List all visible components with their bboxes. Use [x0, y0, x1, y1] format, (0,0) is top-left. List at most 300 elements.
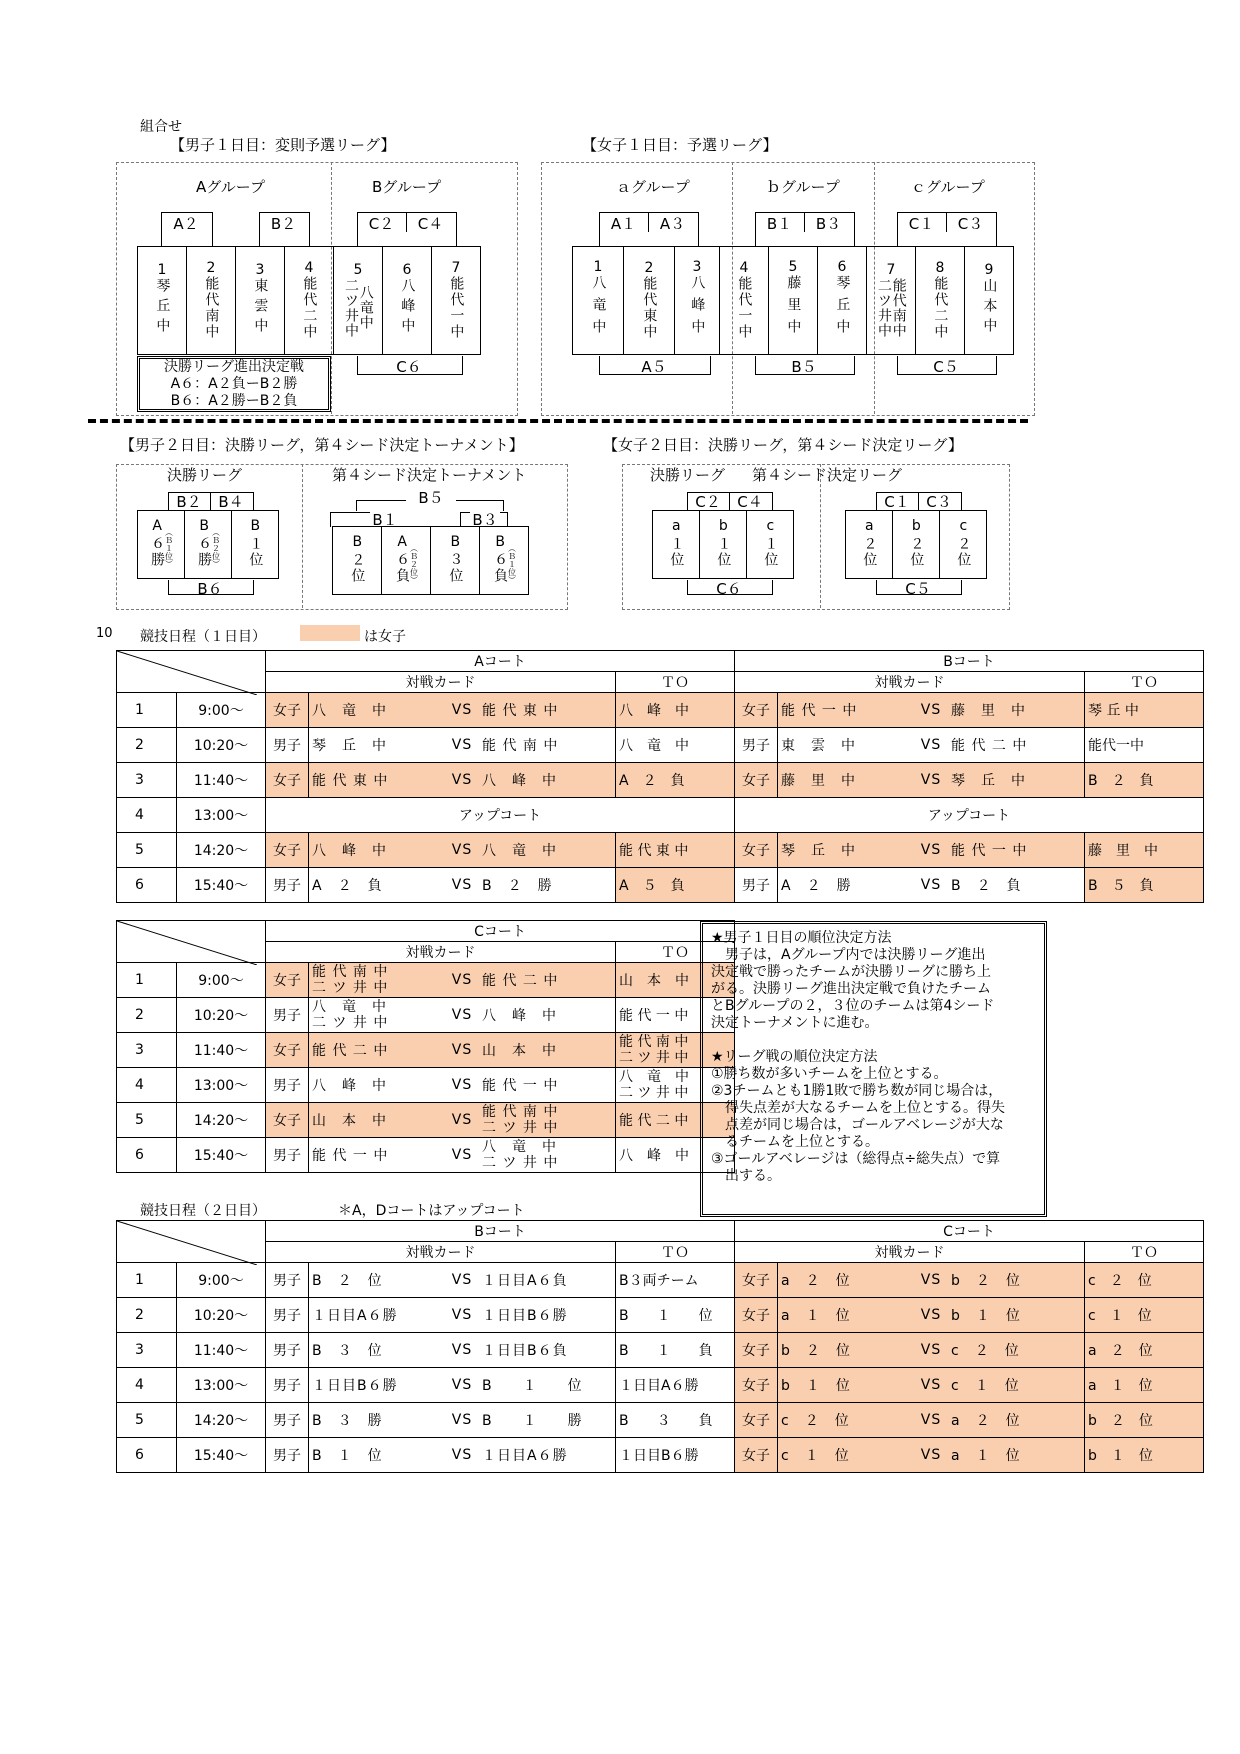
- deciding-title: 決勝リーグ進出決定戦: [164, 359, 304, 375]
- to-team: c ２ 位: [1085, 1263, 1204, 1298]
- match-card: [778, 1368, 1085, 1403]
- team-name: 八峰中: [399, 277, 416, 338]
- corner-cell: [117, 921, 266, 963]
- team-2: 能 代 二 中: [482, 973, 559, 989]
- sex-label: 男子: [266, 868, 309, 903]
- note-line: とBグループの２，３位のチームは第4シード: [711, 998, 995, 1014]
- vs-label: VS: [451, 1377, 473, 1393]
- to-team: 能 代 二 中: [616, 1103, 735, 1138]
- boys-bracket-b2-label: B２: [270, 215, 297, 233]
- note-line: ★リーグ戦の順位決定方法: [711, 1049, 878, 1065]
- team-1: 藤 里 中: [781, 773, 856, 789]
- cell-text: B２位: [349, 533, 366, 584]
- note-line: [711, 1032, 1036, 1049]
- match-card: [309, 763, 616, 798]
- vs-label: VS: [451, 1342, 473, 1358]
- table-row: [117, 963, 735, 998]
- team-1b: 二 ツ 井 中: [312, 1015, 389, 1031]
- table-row: [117, 763, 1204, 798]
- team-1: 八 竜 中: [312, 999, 387, 1015]
- time-slot: 13:00～: [177, 1068, 266, 1103]
- time-slot: 14:20～: [177, 1403, 266, 1438]
- team-num: 2: [644, 260, 654, 277]
- to-team: 能 代 一 中: [616, 998, 735, 1033]
- girls-final-cell-3: [747, 511, 794, 579]
- team-2: c ２ 位: [951, 1343, 1020, 1359]
- table-row: [117, 1103, 735, 1138]
- b-to-header: ＴＯ: [1085, 672, 1204, 693]
- girls-seed-cell-3: [940, 511, 987, 579]
- boys-bracket-b6-d2-label: B６: [197, 580, 223, 598]
- girls-group-c-label: ｃグループ: [911, 178, 985, 196]
- b-to-header: ＴＯ: [616, 1242, 735, 1263]
- match-card: [778, 693, 1085, 728]
- to-team: B ３ 負: [616, 1403, 735, 1438]
- team-1: A ２ 負: [312, 878, 383, 894]
- cell-text: B３位: [447, 533, 464, 584]
- team-1: b ２ 位: [781, 1343, 851, 1359]
- match-card: [309, 1263, 616, 1298]
- team-name: 能代一中: [736, 275, 753, 340]
- boys-bracket-b1-d2: B１: [370, 509, 400, 530]
- girls-group-b-label: ｂグループ: [766, 178, 840, 196]
- team-num: 7: [886, 262, 896, 279]
- vs-label: VS: [451, 1412, 473, 1428]
- boys-bracket-c2-label: C２: [368, 215, 395, 233]
- vs-label: VS: [920, 1377, 942, 1393]
- table-row: [117, 1333, 1204, 1368]
- match-card: [309, 1068, 616, 1103]
- to-team-1: 能 代 南 中: [619, 1034, 689, 1050]
- girls-seed-cell-2: [893, 511, 940, 579]
- team-1: 山 本 中: [312, 1113, 387, 1129]
- team-1: 能 代 一 中: [781, 703, 858, 719]
- team-1: 琴 丘 中: [312, 738, 387, 754]
- row-number: 4: [117, 1068, 177, 1103]
- section-separator: [88, 419, 1028, 423]
- to-team: a ２ 位: [1085, 1333, 1204, 1368]
- team-2: b ２ 位: [951, 1273, 1021, 1289]
- team-name-2: 八竜中: [357, 285, 374, 331]
- team-1: a １ 位: [781, 1308, 851, 1324]
- girls-bracket-a3-label: A３: [659, 215, 686, 233]
- row-number: 1: [117, 963, 177, 998]
- sex-label: 男子: [266, 1298, 309, 1333]
- girls-bracket-c4-d2: C４: [737, 493, 763, 511]
- match-card: [778, 1403, 1085, 1438]
- cell-text: A６勝: [149, 517, 166, 568]
- row-number: 5: [117, 1403, 177, 1438]
- sex-label: 女子: [735, 763, 778, 798]
- row-number: 3: [117, 763, 177, 798]
- to-team: １日目B６勝: [616, 1438, 735, 1473]
- sex-label: 女子: [735, 1333, 778, 1368]
- boys-final-cell-1: [138, 511, 185, 579]
- day2-schedule: [116, 1220, 1204, 1473]
- time-slot: 10:20～: [177, 728, 266, 763]
- team-2: 能 代 東 中: [482, 703, 559, 719]
- sex-label: 女子: [735, 833, 778, 868]
- boys-group-a-label: Aグループ: [196, 178, 266, 196]
- vs-label: VS: [920, 1412, 942, 1428]
- team-1: c ２ 位: [781, 1413, 850, 1429]
- boys-bracket-b5-d2: B５: [406, 487, 456, 508]
- team-2: １日目B６勝: [482, 1308, 568, 1324]
- table-row: [117, 1068, 735, 1103]
- team-1: 能 代 東 中: [312, 773, 389, 789]
- cell-sub: （Ｂ２位）: [409, 543, 419, 584]
- a-court-header: Aコート: [266, 651, 735, 672]
- boys-bracket-c4-label: C４: [417, 215, 444, 233]
- team-1: 琴 丘 中: [781, 843, 856, 859]
- match-card: [778, 1298, 1085, 1333]
- team-2: １日目B６負: [482, 1343, 568, 1359]
- c-court-header: Cコート: [266, 921, 735, 942]
- time-slot: 11:40～: [177, 1333, 266, 1368]
- team-num: 2: [206, 260, 216, 277]
- team-name: 琴丘中: [834, 274, 851, 341]
- row-number: 5: [117, 833, 177, 868]
- team-2b: 二 ツ 井 中: [482, 1120, 559, 1136]
- team-1: 能 代 一 中: [312, 1148, 389, 1164]
- row-number: 2: [117, 998, 177, 1033]
- team-1: 八 峰 中: [312, 1078, 387, 1094]
- team-2: 八 竜 中: [482, 1139, 557, 1155]
- vs-label: VS: [451, 972, 473, 988]
- team-2: b １ 位: [951, 1308, 1021, 1324]
- team-2: 山 本 中: [482, 1043, 557, 1059]
- to-team: B １ 位: [616, 1298, 735, 1333]
- team-1: １日目B６勝: [312, 1378, 398, 1394]
- table-row: [117, 1438, 1204, 1473]
- girls-bracket-c5-label: C５: [933, 358, 959, 376]
- note-line: がる。決勝リーグ進出決定戦で負けたチーム: [711, 981, 991, 997]
- team-2: 八 竜 中: [482, 843, 557, 859]
- c-to-header: ＴＯ: [1085, 1242, 1204, 1263]
- girls-day2-divider: [820, 464, 821, 608]
- boys-team-3: [236, 247, 285, 355]
- boys-seed-cell-2: [382, 527, 431, 595]
- boys-day1-team-table: [137, 246, 481, 355]
- boys-team-1: [138, 247, 187, 355]
- ranking-notes: [700, 921, 1047, 1217]
- sex-label: 男子: [266, 1403, 309, 1438]
- team-2: 能 代 南 中: [482, 738, 559, 754]
- to-team: b ２ 位: [1085, 1403, 1204, 1438]
- deciding-line1: A６：A２負ーB２勝: [170, 376, 298, 392]
- team-2: a １ 位: [951, 1448, 1021, 1464]
- row-number: 6: [117, 868, 177, 903]
- girls-bracket-c5-d2-label: C５: [905, 580, 931, 598]
- team-name-2: 能代南中: [890, 277, 907, 338]
- to-team-2: 二 ツ 井 中: [619, 1085, 689, 1101]
- corner-cell: [117, 1221, 266, 1263]
- boys-seed-table: [332, 526, 529, 595]
- team-name: 東雲中: [252, 277, 269, 338]
- sex-label: 女子: [735, 1403, 778, 1438]
- to-team: A ５ 負: [616, 868, 735, 903]
- boys-bracket-b2-d2: B２: [176, 493, 202, 511]
- cell-text: b１位: [715, 517, 732, 568]
- row-number: 3: [117, 1333, 177, 1368]
- boys-final-cell-2: [185, 511, 232, 579]
- note-line: 出する。: [711, 1168, 781, 1184]
- girls-bracket-a1-label: A１: [610, 215, 637, 233]
- note-line: ★男子１日目の順位決定方法: [711, 930, 892, 946]
- boys-seed-cell-3: [431, 527, 480, 595]
- note-line: 男子は，Aグループ内では決勝リーグ進出: [711, 947, 986, 963]
- girls-seed-table: [845, 510, 987, 579]
- schedule2-note: ＊A，Dコートはアップコート: [338, 1203, 525, 1219]
- girls-team-1: [573, 247, 624, 355]
- match-card: [309, 833, 616, 868]
- team-2: 能 代 一 中: [951, 843, 1028, 859]
- girls-bracket-c1-label: C１: [908, 215, 935, 233]
- team-1: B １ 位: [312, 1448, 383, 1464]
- girls-final-league-label: 決勝リーグ: [650, 466, 726, 484]
- team-name: 能代二中: [932, 275, 949, 340]
- to-team: c １ 位: [1085, 1298, 1204, 1333]
- girls-final-cell-2: [700, 511, 747, 579]
- cell-text: c２位: [955, 517, 972, 568]
- table-row: [117, 1033, 735, 1068]
- sex-label: 男子: [266, 1138, 309, 1173]
- table-row: [117, 868, 1204, 903]
- table-row: [117, 1298, 1204, 1333]
- girls-team-5: [769, 247, 818, 355]
- to-team: B ２ 負: [1085, 763, 1204, 798]
- cell-text: A６負: [394, 533, 411, 584]
- girls-bracket-b1-label: B１: [766, 215, 793, 233]
- to-team: 琴 丘 中: [1085, 693, 1204, 728]
- to-team: B １ 負: [616, 1333, 735, 1368]
- team-2: 能 代 二 中: [951, 738, 1028, 754]
- to-team-2: 二 ツ 井 中: [619, 1050, 689, 1066]
- note-line: 得失点差が大なるチームを上位とする。得失: [711, 1100, 1005, 1116]
- team-name: 能代南中: [203, 275, 220, 340]
- time-slot: 14:20～: [177, 1103, 266, 1138]
- team-num: 9: [984, 262, 994, 279]
- boys-day2-title: 【男子２日目：決勝リーグ，第４シード決定トーナメント】: [120, 436, 524, 454]
- to-team: 藤 里 中: [1085, 833, 1204, 868]
- row-number: 6: [117, 1138, 177, 1173]
- sex-label: 女子: [266, 1103, 309, 1138]
- girls-bracket-c3-label: C３: [957, 215, 984, 233]
- to-team: 八 峰 中: [616, 1138, 735, 1173]
- sex-label: 女子: [735, 1298, 778, 1333]
- row-number: 5: [117, 1103, 177, 1138]
- a-to-header: ＴＯ: [616, 672, 735, 693]
- team-num: 3: [692, 259, 702, 276]
- sex-label: 男子: [735, 728, 778, 763]
- cell-text: c１位: [762, 517, 779, 568]
- team-num: 8: [935, 260, 945, 277]
- team-num: 6: [402, 262, 412, 279]
- time-slot: 10:20～: [177, 1298, 266, 1333]
- c-to-header: ＴＯ: [616, 942, 735, 963]
- vs-label: VS: [451, 842, 473, 858]
- to-team: A ２ 負: [616, 763, 735, 798]
- girls-team-4: [720, 247, 769, 355]
- team-2: １日目A６負: [482, 1273, 568, 1289]
- sex-label: 女子: [735, 1263, 778, 1298]
- vs-label: VS: [451, 1307, 473, 1323]
- girls-bracket-c6-d2-label: C６: [716, 580, 742, 598]
- boys-team-7: [432, 247, 481, 355]
- cell-text: a１位: [668, 517, 685, 568]
- team-name: 八峰中: [689, 274, 706, 341]
- team-1: 能 代 南 中: [312, 964, 389, 980]
- page-heading: 組合せ: [140, 119, 182, 135]
- vs-label: VS: [451, 1272, 473, 1288]
- time-slot: 9:00～: [177, 963, 266, 998]
- team-name: 山本中: [981, 277, 998, 338]
- vs-label: VS: [920, 1272, 942, 1288]
- c-court-header: Cコート: [735, 1221, 1204, 1242]
- diagonal-line: [117, 1221, 257, 1265]
- to-team-1: 八 竜 中: [619, 1069, 689, 1085]
- match-card: [778, 763, 1085, 798]
- note-line: ①勝ち数が多いチームを上位とする。: [711, 1066, 948, 1082]
- time-slot: 10:20～: [177, 998, 266, 1033]
- boys-seed4-label: 第４シード決定トーナメント: [332, 466, 527, 484]
- to-team: 能 代 東 中: [616, 833, 735, 868]
- up-court: アップコート: [266, 798, 735, 833]
- cell-text: b２位: [908, 517, 925, 568]
- sex-label: 男子: [266, 1333, 309, 1368]
- row-number: 4: [117, 798, 177, 833]
- girls-bracket-c1-d2: C１: [884, 493, 910, 511]
- note-line: 決定トーナメントに進む。: [711, 1015, 879, 1031]
- to-team: 山 本 中: [616, 963, 735, 998]
- note-line: ③ゴールアベレージは（総得点÷総失点）で算: [711, 1151, 1001, 1167]
- sex-label: 男子: [266, 1368, 309, 1403]
- table-row: [117, 1403, 1204, 1438]
- diagonal-line: [117, 651, 257, 695]
- girls-day2-title: 【女子２日目：決勝リーグ，第４シード決定リーグ】: [603, 436, 963, 454]
- team-2: c １ 位: [951, 1378, 1020, 1394]
- row-number: 2: [117, 1298, 177, 1333]
- table-row: [117, 1263, 1204, 1298]
- girls-group-a-label: ａグループ: [616, 178, 690, 196]
- day1-c-schedule: [116, 920, 735, 1173]
- vs-label: VS: [451, 737, 473, 753]
- team-num: 1: [593, 259, 603, 276]
- cell-text: B６負: [492, 533, 509, 584]
- girls-team-8: [916, 247, 965, 355]
- sex-label: 女子: [266, 833, 309, 868]
- team-name: 二ツ井中: [343, 277, 359, 338]
- day1-ab-schedule: [116, 650, 1204, 903]
- team-2: B １ 勝: [482, 1413, 583, 1429]
- to-team: 八 峰 中: [616, 693, 735, 728]
- team-1: １日目A６勝: [312, 1308, 398, 1324]
- match-card: [309, 728, 616, 763]
- boys-bracket-a2-label: A２: [173, 215, 199, 233]
- girls-day1-team-table: [572, 246, 1014, 355]
- corner-cell: [117, 651, 266, 693]
- girls-team-7: [867, 247, 916, 355]
- match-card: [309, 1103, 616, 1138]
- note-line: 決定戦で勝ったチームが決勝リーグに勝ち上: [711, 964, 991, 980]
- sex-label: 女子: [735, 693, 778, 728]
- team-1: B ２ 位: [312, 1273, 383, 1289]
- sex-label: 女子: [735, 1438, 778, 1473]
- match-card: [309, 1298, 616, 1333]
- team-2: a ２ 位: [951, 1413, 1021, 1429]
- team-1b: 二 ツ 井 中: [312, 980, 389, 996]
- to-team: b １ 位: [1085, 1438, 1204, 1473]
- c-card-header: 対戦カード: [735, 1242, 1085, 1263]
- boys-deciding-box: [137, 356, 331, 412]
- team-name: 二ツ井中: [876, 277, 892, 338]
- boys-day1-title: 【男子１日目：変則予選リーグ】: [170, 136, 396, 154]
- team-1: c １ 位: [781, 1448, 850, 1464]
- team-1: 能 代 二 中: [312, 1043, 389, 1059]
- vs-label: VS: [920, 737, 942, 753]
- match-card: [778, 1438, 1085, 1473]
- match-card: [309, 1033, 616, 1068]
- team-2: 八 峰 中: [482, 773, 557, 789]
- vs-label: VS: [920, 877, 942, 893]
- girls-bracket-a5-label: A５: [641, 358, 667, 376]
- girls-team-3: [675, 247, 720, 355]
- a-card-header: 対戦カード: [266, 672, 616, 693]
- schedule2-title: 競技日程（２日目）: [140, 1203, 266, 1219]
- row-number: 2: [117, 728, 177, 763]
- match-card: [309, 1368, 616, 1403]
- team-2: 藤 里 中: [951, 703, 1026, 719]
- team-1: a ２ 位: [781, 1273, 851, 1289]
- team-2: １日目A６勝: [482, 1448, 568, 1464]
- sex-label: 女子: [266, 763, 309, 798]
- boys-team-5: [334, 247, 383, 355]
- match-card: [778, 728, 1085, 763]
- girls-bracket-c3-d2: C３: [926, 493, 952, 511]
- table-row: [117, 798, 1204, 833]
- table-row: [117, 693, 1204, 728]
- vs-label: VS: [920, 1447, 942, 1463]
- vs-label: VS: [451, 702, 473, 718]
- girls-day1-title: 【女子１日目：予選リーグ】: [582, 136, 778, 154]
- time-slot: 15:40～: [177, 868, 266, 903]
- row-number: 1: [117, 693, 177, 728]
- boys-team-6: [383, 247, 432, 355]
- team-1: 八 竜 中: [312, 703, 387, 719]
- row-number: 3: [117, 1033, 177, 1068]
- time-slot: 13:00～: [177, 1368, 266, 1403]
- girls-team-6: [818, 247, 867, 355]
- girls-bracket-c2-d2: C２: [695, 493, 721, 511]
- girls-team-9: [965, 247, 1014, 355]
- vs-label: VS: [451, 1042, 473, 1058]
- sex-label: 女子: [266, 693, 309, 728]
- team-num: 1: [157, 262, 167, 279]
- vs-label: VS: [451, 1147, 473, 1163]
- to-team: １日目A６勝: [616, 1368, 735, 1403]
- match-card: [778, 1333, 1085, 1368]
- note-line: ②3チームとも1勝1敗で勝ち数が同じ場合は，: [711, 1083, 1003, 1099]
- row-number: 6: [117, 1438, 177, 1473]
- row-number: 4: [117, 1368, 177, 1403]
- vs-label: VS: [451, 772, 473, 788]
- time-slot: 11:40～: [177, 1033, 266, 1068]
- row-number: 1: [117, 1263, 177, 1298]
- cell-sub: （Ｂ２位）: [211, 527, 221, 568]
- girls-final-table: [652, 510, 794, 579]
- team-2: B ２ 勝: [482, 878, 553, 894]
- match-card: [309, 868, 616, 903]
